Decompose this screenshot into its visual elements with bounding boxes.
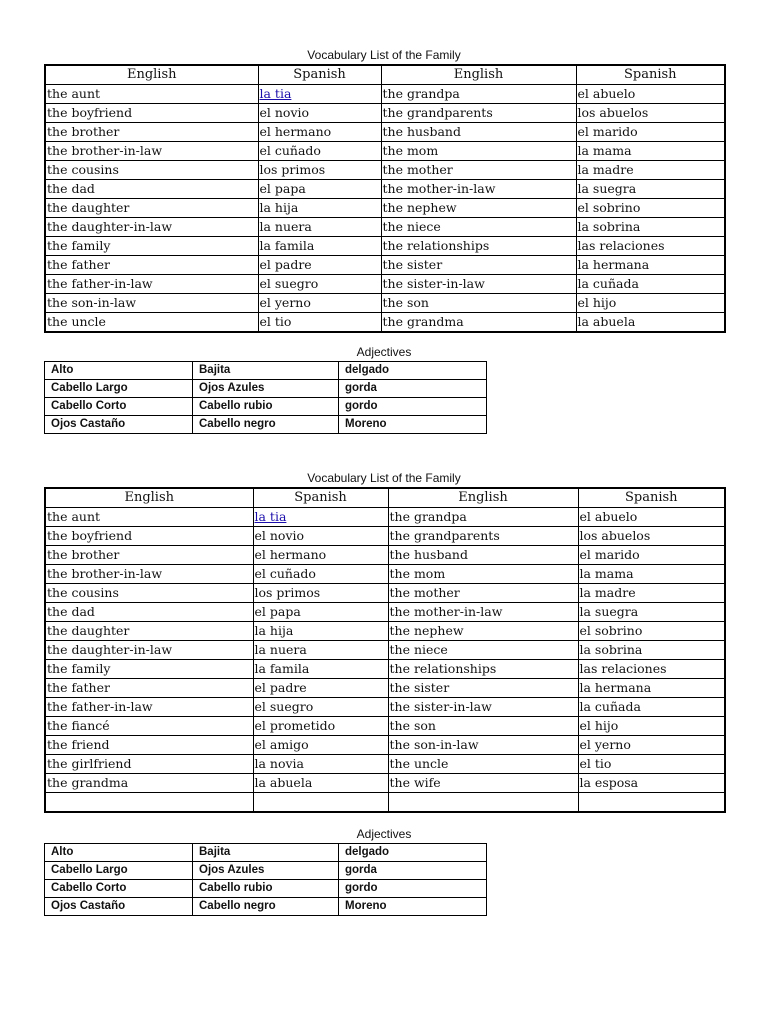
vocab-cell: the grandma xyxy=(45,774,253,793)
vocab-cell: the dad xyxy=(45,603,253,622)
vocab-cell: el sobrino xyxy=(576,199,725,218)
vocab-cell: el papa xyxy=(253,603,388,622)
vocab-cell: the daughter-in-law xyxy=(45,218,258,237)
vocab-cell: la mama xyxy=(578,565,725,584)
vocab-cell: la madre xyxy=(576,161,725,180)
vocab-cell xyxy=(253,508,388,527)
vocab-cell: the boyfriend xyxy=(45,104,258,123)
vocab-cell: el sobrino xyxy=(578,622,725,641)
vocab-cell: the mother-in-law xyxy=(381,180,576,199)
table-row xyxy=(45,880,487,898)
table-row xyxy=(45,313,725,333)
header-english: English xyxy=(45,65,258,85)
vocab-cell xyxy=(253,793,388,813)
adjectives-title-1: Adjectives xyxy=(356,345,412,359)
vocab-cell: la esposa xyxy=(578,774,725,793)
header-english: English xyxy=(381,65,576,85)
vocab-cell: the brother-in-law xyxy=(45,565,253,584)
vocab-cell: the cousins xyxy=(45,161,258,180)
vocab-cell: the father-in-law xyxy=(45,698,253,717)
header-spanish: Spanish xyxy=(576,65,725,85)
vocab-cell: the brother-in-law xyxy=(45,142,258,161)
adjective-cell: Cabello negro xyxy=(193,898,339,916)
vocab-cell: el prometido xyxy=(253,717,388,736)
vocab-cell: el padre xyxy=(253,679,388,698)
vocab-cell: la suegra xyxy=(576,180,725,199)
vocab-cell: the dad xyxy=(45,180,258,199)
vocab-cell: the son xyxy=(381,294,576,313)
adjective-cell: Alto xyxy=(45,844,193,862)
adjective-cell: Alto xyxy=(45,362,193,380)
vocab-cell: the mother-in-law xyxy=(388,603,578,622)
vocab-cell: the grandma xyxy=(381,313,576,333)
table-row xyxy=(45,294,725,313)
vocab-cell: el suegro xyxy=(253,698,388,717)
vocab-cell: la cuñada xyxy=(578,698,725,717)
table-row xyxy=(45,862,487,880)
table-row xyxy=(45,898,487,916)
vocab-cell: el hijo xyxy=(576,294,725,313)
vocab-cell: the nephew xyxy=(388,622,578,641)
adjective-cell: Moreno xyxy=(339,416,487,434)
table-row xyxy=(45,755,725,774)
header-spanish: Spanish xyxy=(578,488,725,508)
vocab-cell: the wife xyxy=(388,774,578,793)
vocab-cell: the fiancé xyxy=(45,717,253,736)
adjective-cell: Bajita xyxy=(193,844,339,862)
header-spanish: Spanish xyxy=(253,488,388,508)
vocab-cell: the nephew xyxy=(381,199,576,218)
vocab-cell: the father xyxy=(45,679,253,698)
vocab-title-1: Vocabulary List of the Family xyxy=(307,48,461,62)
header-english: English xyxy=(388,488,578,508)
vocab-cell: el amigo xyxy=(253,736,388,755)
table-row xyxy=(45,603,725,622)
adjective-cell: Cabello Corto xyxy=(45,880,193,898)
vocab-header-row xyxy=(45,65,725,85)
vocab-cell: los abuelos xyxy=(576,104,725,123)
vocab-cell: el yerno xyxy=(578,736,725,755)
adjective-cell: Ojos Azules xyxy=(193,380,339,398)
vocab-cell: the grandpa xyxy=(381,85,576,104)
table-row xyxy=(45,679,725,698)
vocab-cell: the brother xyxy=(45,546,253,565)
table-row xyxy=(45,660,725,679)
vocab-cell: el tio xyxy=(578,755,725,774)
vocab-cell: el abuelo xyxy=(578,508,725,527)
vocab-cell xyxy=(45,793,253,813)
vocab-cell: el suegro xyxy=(258,275,381,294)
table-row xyxy=(45,123,725,142)
vocab-cell: the sister xyxy=(388,679,578,698)
vocab-cell: el marido xyxy=(578,546,725,565)
table-row xyxy=(45,275,725,294)
adjective-cell: gorda xyxy=(339,380,487,398)
table-row xyxy=(45,717,725,736)
vocab-cell: the sister-in-law xyxy=(388,698,578,717)
vocab-cell: la famila xyxy=(258,237,381,256)
vocab-cell: the aunt xyxy=(45,85,258,104)
vocab-cell: el hermano xyxy=(253,546,388,565)
vocab-cell: la hija xyxy=(258,199,381,218)
table-row xyxy=(45,256,725,275)
vocab-cell: the son xyxy=(388,717,578,736)
table-row xyxy=(45,774,725,793)
adjective-cell: gorda xyxy=(339,862,487,880)
vocab-cell: la sobrina xyxy=(578,641,725,660)
vocab-cell: the sister-in-law xyxy=(381,275,576,294)
table-row xyxy=(45,546,725,565)
vocab-cell: el marido xyxy=(576,123,725,142)
vocab-cell: the cousins xyxy=(45,584,253,603)
vocab-cell: the aunt xyxy=(45,508,253,527)
adjective-cell: gordo xyxy=(339,880,487,898)
vocab-header-row xyxy=(45,488,725,508)
adjective-cell: Ojos Azules xyxy=(193,862,339,880)
vocab-cell xyxy=(578,793,725,813)
vocab-cell: the husband xyxy=(388,546,578,565)
vocab-cell: the relationships xyxy=(381,237,576,256)
vocab-cell: the boyfriend xyxy=(45,527,253,546)
table-row xyxy=(45,142,725,161)
adjective-cell: Cabello negro xyxy=(193,416,339,434)
vocab-cell: the daughter xyxy=(45,622,253,641)
table-row xyxy=(45,698,725,717)
table-row xyxy=(45,844,487,862)
vocab-cell: las relaciones xyxy=(578,660,725,679)
table-row xyxy=(45,736,725,755)
vocab-cell: el yerno xyxy=(258,294,381,313)
vocab-cell: the niece xyxy=(381,218,576,237)
table-row xyxy=(45,218,725,237)
adjective-cell: Cabello rubio xyxy=(193,398,339,416)
vocab-cell: la madre xyxy=(578,584,725,603)
vocab-cell: the friend xyxy=(45,736,253,755)
table-row xyxy=(45,161,725,180)
header-spanish: Spanish xyxy=(258,65,381,85)
vocab-cell: la novia xyxy=(253,755,388,774)
vocab-cell: el padre xyxy=(258,256,381,275)
vocab-cell: the uncle xyxy=(388,755,578,774)
table-row xyxy=(45,793,725,813)
vocab-cell: la suegra xyxy=(578,603,725,622)
vocab-cell: the mother xyxy=(381,161,576,180)
table-row xyxy=(45,416,487,434)
vocab-cell: los primos xyxy=(258,161,381,180)
vocab-cell: the grandparents xyxy=(381,104,576,123)
table-row xyxy=(45,641,725,660)
vocab-cell: the husband xyxy=(381,123,576,142)
vocab-cell: the family xyxy=(45,237,258,256)
vocab-cell: the mother xyxy=(388,584,578,603)
adjective-cell: delgado xyxy=(339,844,487,862)
vocab-cell: el tio xyxy=(258,313,381,333)
vocab-cell: el papa xyxy=(258,180,381,199)
vocab-cell: la hermana xyxy=(576,256,725,275)
vocab-cell: la abuela xyxy=(253,774,388,793)
table-row xyxy=(45,398,487,416)
table-row xyxy=(45,565,725,584)
vocab-cell: the brother xyxy=(45,123,258,142)
table-row xyxy=(45,237,725,256)
vocab-cell: el hermano xyxy=(258,123,381,142)
vocab-cell: the sister xyxy=(381,256,576,275)
adjectives-title-2: Adjectives xyxy=(356,827,412,841)
table-row xyxy=(45,622,725,641)
vocab-cell: the mom xyxy=(381,142,576,161)
adjective-cell: Ojos Castaño xyxy=(45,898,193,916)
vocab-cell: la nuera xyxy=(258,218,381,237)
vocab-cell: la mama xyxy=(576,142,725,161)
vocab-cell: the girlfriend xyxy=(45,755,253,774)
vocab-cell: the niece xyxy=(388,641,578,660)
vocab-cell xyxy=(258,85,381,104)
vocab-cell xyxy=(388,793,578,813)
vocab-cell: la hija xyxy=(253,622,388,641)
vocab-cell: the daughter-in-law xyxy=(45,641,253,660)
table-row xyxy=(45,362,487,380)
vocab-cell: the mom xyxy=(388,565,578,584)
table-row xyxy=(45,380,487,398)
vocab-cell: la abuela xyxy=(576,313,725,333)
vocab-cell: la famila xyxy=(253,660,388,679)
vocab-cell: the uncle xyxy=(45,313,258,333)
vocab-cell: el novio xyxy=(258,104,381,123)
table-row xyxy=(45,527,725,546)
vocab-cell: the son-in-law xyxy=(45,294,258,313)
vocab-cell: los primos xyxy=(253,584,388,603)
vocab-cell: la nuera xyxy=(253,641,388,660)
adjective-cell: gordo xyxy=(339,398,487,416)
table-row xyxy=(45,85,725,104)
vocab-cell: the grandparents xyxy=(388,527,578,546)
vocab-cell: las relaciones xyxy=(576,237,725,256)
adjective-cell: Cabello Corto xyxy=(45,398,193,416)
table-row xyxy=(45,508,725,527)
header-english: English xyxy=(45,488,253,508)
vocab-cell: el novio xyxy=(253,527,388,546)
vocab-cell: el cuñado xyxy=(253,565,388,584)
table-row xyxy=(45,180,725,199)
vocab-cell: la sobrina xyxy=(576,218,725,237)
adjective-cell: Ojos Castaño xyxy=(45,416,193,434)
adjective-cell: Cabello rubio xyxy=(193,880,339,898)
vocab-cell: el hijo xyxy=(578,717,725,736)
vocab-title-2: Vocabulary List of the Family xyxy=(307,471,461,485)
vocab-cell: la hermana xyxy=(578,679,725,698)
vocab-cell: the relationships xyxy=(388,660,578,679)
vocab-cell: los abuelos xyxy=(578,527,725,546)
vocab-cell: the family xyxy=(45,660,253,679)
adjectives-table-2 xyxy=(44,843,487,916)
adjectives-table-1 xyxy=(44,361,487,434)
vocab-cell: the father-in-law xyxy=(45,275,258,294)
vocab-table-1 xyxy=(44,64,726,333)
vocab-cell: the son-in-law xyxy=(388,736,578,755)
vocab-cell: la cuñada xyxy=(576,275,725,294)
vocab-cell: el abuelo xyxy=(576,85,725,104)
table-row xyxy=(45,584,725,603)
vocab-cell: the father xyxy=(45,256,258,275)
table-row xyxy=(45,104,725,123)
vocab-link[interactable]: la tia xyxy=(254,509,287,524)
adjective-cell: Cabello Largo xyxy=(45,862,193,880)
vocab-cell: el cuñado xyxy=(258,142,381,161)
vocab-cell: the grandpa xyxy=(388,508,578,527)
vocab-table-2 xyxy=(44,487,726,813)
adjective-cell: Moreno xyxy=(339,898,487,916)
adjective-cell: Bajita xyxy=(193,362,339,380)
vocab-link[interactable]: la tia xyxy=(259,86,292,101)
vocab-cell: the daughter xyxy=(45,199,258,218)
adjective-cell: delgado xyxy=(339,362,487,380)
adjective-cell: Cabello Largo xyxy=(45,380,193,398)
table-row xyxy=(45,199,725,218)
